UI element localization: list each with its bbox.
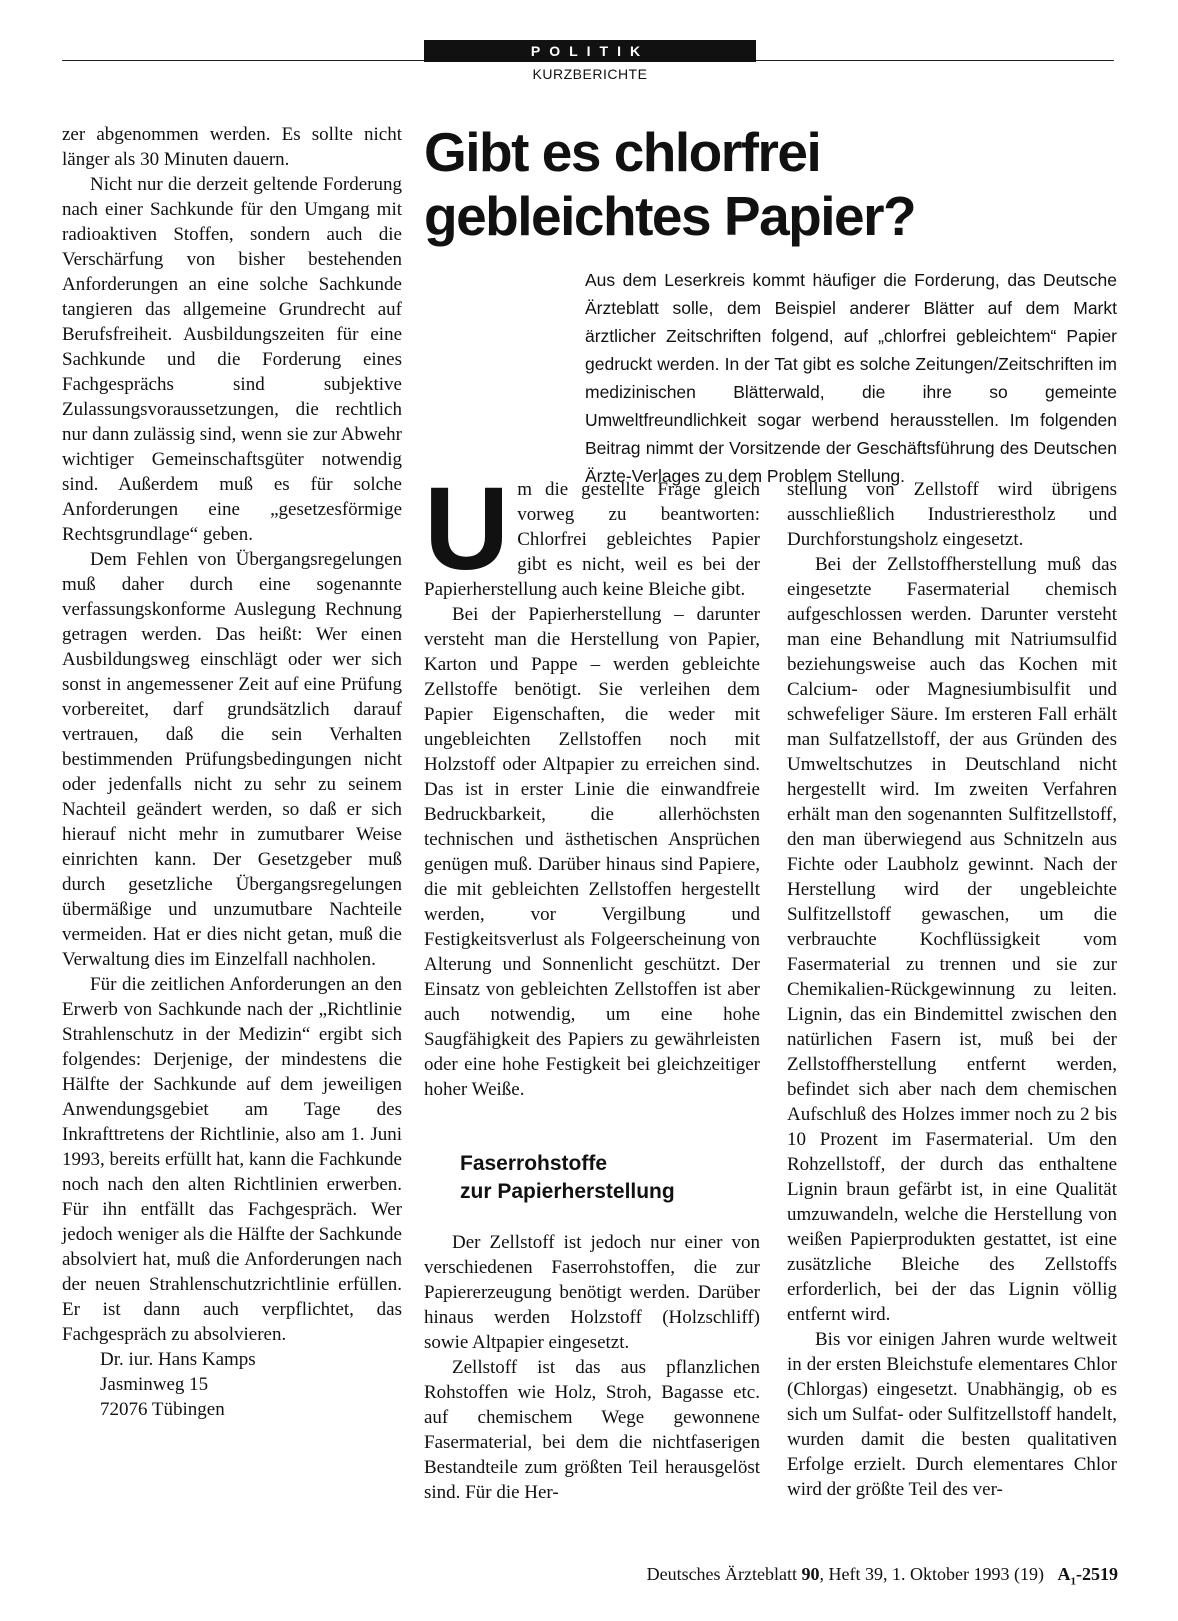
- article-lead: Aus dem Leserkreis kommt häufiger die Forderung, das Deutsche Ärzteblatt solle, dem Beispiel anderer Blätter auf dem Markt ärztlicher Zeitschriften folgend, auf „chlorfrei gebleichtem“ Papier gedruckt werden. In der Tat gibt es solche Zeitungen/Zeitschriften im medizinischen Blätterwald, die ihre so gemeinte Umweltfreundlichkeit sogar werbend herausstellen. Im folgenden Beitrag nimmt der Vorsitzende der Geschäftsführung des Deutschen Ärzte-Verlages zu dem Problem Stellung.: [585, 270, 1117, 486]
- subheading-line-1: Faserrohstoffe: [460, 1152, 608, 1175]
- subheading: [460, 1150, 760, 1206]
- middle-column: [424, 463, 760, 1505]
- drop-cap: U: [424, 463, 508, 595]
- footer-volume: 90: [801, 1564, 820, 1584]
- right-paragraph-1: stellung von Zellstoff wird übrigens ausschließlich Industrierestholz und Durchforstungsholz eingesetzt.: [787, 479, 1117, 550]
- right-paragraph-2: Bei der Zellstoffherstellung muß das eingesetzte Fasermaterial chemisch aufgeschlossen werden. Darunter versteht man eine Behandlung mit Natriumsulfid beziehungsweise auch das Kochen mit Calcium- oder Magnesiumbisulfit und schwefeliger Säure. Im ersteren Fall erhält man Sulfatzellstoff, der aus Gründen des Umweltschutzes in Deutschland nicht hergestellt wird. Im zweiten Verfahren erhält man den sogenannten Sulfitzellstoff, den man überwiegend aus Schnitzeln aus Fichte oder Laubholz gewinnt. Nach der Herstellung wird der ungebleichte Sulfitzellstoff gewaschen, um die verbrauchte Kochflüssigkeit vom Fasermaterial zu trennen und sie zur Chemikalien-Rückgewinnung zu leiten. Lignin, das ein Bindemittel zwischen den natürlichen Fasern ist, muß bei der Zellstoffherstellung entfernt werden, befindet sich aber nach dem chemischen Aufschluß des Holzes immer noch zu 2 bis 10 Prozent im Fasermaterial. Um den Rohzellstoff, der durch das enthaltene Lignin braun gefärbt ist, in eine Qualität umzuwandeln, welche die Herstellung von weißen Papierprodukten gestattet, ist eine zusätzliche Bleiche des Zellstoffs erforderlich, bei der das Lignin völlig entfernt wird.: [787, 554, 1117, 1325]
- right-paragraph-3: Bis vor einigen Jahren wurde weltweit in der ersten Bleichstufe elementares Chlor (Chlorgas) eingesetzt. Unabhängig, ob es sich um Sulfat- oder Sulfitzellstoff handelt, wurden damit die besten qualitativen Erfolge erzielt. Durch elementares Chlor wird der größte Teil des ver-: [787, 1329, 1117, 1500]
- footer-page-number: -2519: [1076, 1564, 1118, 1584]
- left-paragraph-3: Dem Fehlen von Übergangsregelungen muß daher durch eine sogenannte verfassungskonforme Auslegung Rechnung getragen werden. Das heißt: Wer einen Ausbildungsweg einschlägt oder wer sich sonst in angemessener Zeit auf eine Prüfung vorbereitet, darf grundsätzlich darauf vertrauen, daß die sein Verhalten bestimmenden Prüfungsbedingungen nicht oder jedenfalls nicht zu sehr zu seinem Nachteil geändert werden, so daß er sich hierauf nicht mehr in zumutbarer Weise einrichten kann. Der Gesetzgeber muß durch gesetzliche Übergangsregelungen übermäßige und unzumutbare Nachteile vermeiden. Hat er dies nicht getan, muß die Verwaltung dies im Einzelfall nachholen.: [62, 549, 402, 970]
- signature-name: Dr. iur. Hans Kamps: [100, 1349, 256, 1370]
- header-rule-left: [62, 60, 424, 61]
- mid-paragraph-3: Der Zellstoff ist jedoch nur einer von verschiedenen Faserrohstoffen, die zur Papiererzeugung benötigt werden. Darüber hinaus werden Holzstoff (Holzschliff) sowie Altpapier eingesetzt.: [424, 1232, 760, 1353]
- signature-street: Jasminweg 15: [100, 1374, 209, 1395]
- header-rule-right: [756, 60, 1114, 61]
- right-column: [787, 477, 1117, 1502]
- footer-page-prefix: A: [1057, 1564, 1071, 1584]
- mid-paragraph-4: Zellstoff ist das aus pflanzlichen Rohstoffen wie Holz, Stroh, Bagasse etc. auf chemischem Wege gewonnene Fasermaterial, bei dem die nichtfaserigen Bestandteile zum größten Teil herausgelöst sind. Für die Her-: [424, 1357, 760, 1503]
- left-paragraph-4: Für die zeitlichen Anforderungen an den Erwerb von Sachkunde nach der „Richtlinie Strahlenschutz in der Medizin“ ergibt sich folgendes: Derjenige, der mindestens die Hälfte der Sachkunde auf dem jeweiligen Anwendungsgebiet am Tage des Inkrafttretens der Richtlinie, also am 1. Juni 1993, bereits erfüllt hat, kann die Fachkunde noch nach den alten Richtlinien erwerben. Für ihn entfällt das Fachgespräch. Wer jedoch weniger als die Hälfte der Sachkunde absolviert hat, muß die Anforderungen nach der neuen Strahlenschutzrichtlinie erfüllen. Er ist dann auch verpflichtet, das Fachgespräch zu absolvieren.: [62, 974, 402, 1345]
- mid-paragraph-1: Um die gestellte Frage gleich vorweg zu beantworten: Chlorfrei gebleichtes Papier gibt es nicht, weil es bei der Papierherstellung auch keine Bleiche gibt.: [424, 463, 760, 600]
- footer-issue: , Heft 39, 1. Oktober 1993 (19): [819, 1564, 1044, 1584]
- subsection-label: KURZBERICHTE: [532, 66, 648, 82]
- footer-journal: Deutsches Ärzteblatt: [646, 1564, 798, 1584]
- section-label: POLITIK: [424, 40, 756, 62]
- page-footer: [562, 1564, 1118, 1588]
- left-paragraph-2: Nicht nur die derzeit geltende Forderung nach einer Sachkunde für den Umgang mit radioaktiven Stoffen, sondern auch die Verschärfung von bisher bestehenden Anforderungen an eine solche Sachkunde tangieren das allgemeine Grundrecht auf Berufsfreiheit. Ausbildungszeiten für eine Sachkunde und die Forderung eines Fachgesprächs sind subjektive Zulassungsvoraussetzungen, die rechtlich nur dann zulässig sind, wenn sie zur Abwehr wichtiger Gemeinschaftsgüter notwendig sind. Außerdem muß es für solche Anforderungen eine „gesetzesförmige Rechtsgrundlage“ geben.: [62, 174, 402, 545]
- footer-page-sub: 1: [1070, 1575, 1076, 1588]
- signature-city: 72076 Tübingen: [100, 1399, 225, 1420]
- left-column: [62, 122, 402, 1422]
- mid-paragraph-2: Bei der Papierherstellung – darunter versteht man die Herstellung von Papier, Karton und Pappe – werden gebleichte Zellstoffe benötigt. Sie verleihen dem Papier Eigenschaften, die weder mit ungebleichten Zellstoffen noch mit Holzstoff oder Altpapier zu erreichen sind. Das ist in erster Linie die einwandfreie Bedruckbarkeit, die allerhöchsten technischen und ästhetischen Ansprüchen genügen muß. Darüber hinaus sind Papiere, die mit gebleichten Zellstoffen hergestellt werden, vor Vergilbung und Festigkeitsverlust als Folgeerscheinung von Alterung und Sonnenlicht geschützt. Der Einsatz von gebleichten Zellstoffen ist aber auch notwendig, um eine hohe Saugfähigkeit des Papiers zu gewährleisten oder eine hohe Festigkeit bei gleichzeitiger hoher Weiße.: [424, 604, 760, 1100]
- headline-line-2: gebleichtes Papier?: [424, 185, 916, 247]
- article-headline: [424, 120, 1124, 248]
- headline-line-1: Gibt es chlorfrei: [424, 121, 821, 183]
- left-paragraph-1: zer abgenommen werden. Es sollte nicht länger als 30 Minuten dauern.: [62, 124, 402, 170]
- subheading-line-2: zur Papierherstellung: [460, 1180, 675, 1203]
